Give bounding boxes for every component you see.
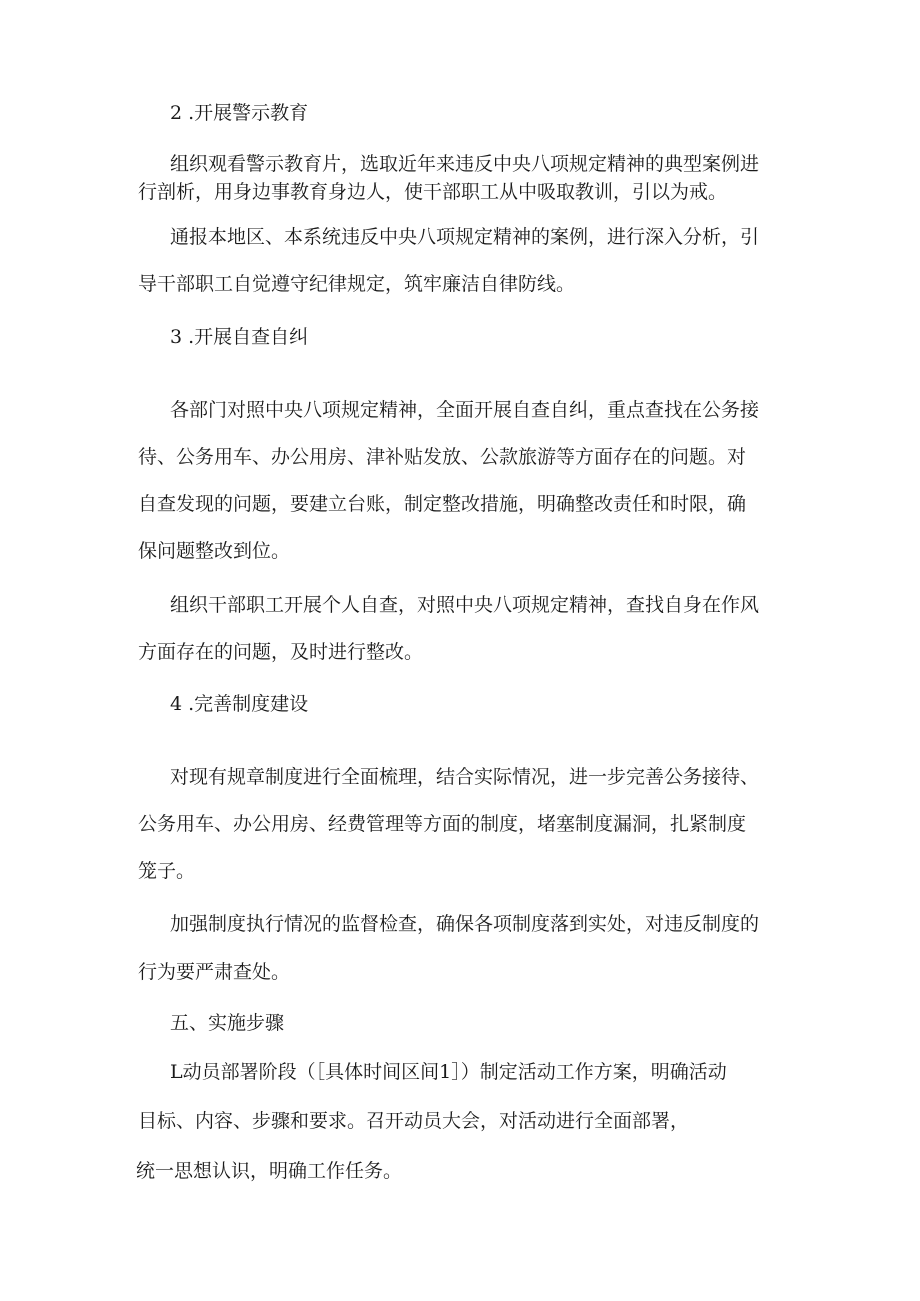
paragraph-line: 导干部职工自觉遵守纪律规定，筑牢廉洁自律防线。 (138, 273, 576, 295)
paragraph-line: 对现有规章制度进行全面梳理，结合实际情况，进一步完善公务接待、 (170, 766, 760, 788)
paragraph-line: 各部门对照中央八项规定精神，全面开展自查自纠，重点查找在公务接 (170, 399, 760, 421)
section-heading: 3 .开展自查自纠 (170, 326, 309, 348)
section-heading: 2 .开展警示教育 (170, 102, 309, 124)
paragraph-line: 待、公务用车、办公用房、津补贴发放、公款旅游等方面存在的问题。对 (138, 446, 747, 468)
paragraph-line: 方面存在的问题，及时进行整改。 (138, 641, 424, 663)
paragraph-line: 目标、内容、步骤和要求。召开动员大会，对活动进行全面部署， (138, 1110, 690, 1132)
paragraph-line: 保问题整改到位。 (138, 540, 291, 562)
paragraph-line: 自查发现的问题，要建立台账，制定整改措施，明确整改责任和时限，确 (138, 493, 747, 515)
paragraph-line: 统一思想认识，明确工作任务。 (136, 1160, 403, 1182)
paragraph-line: L动员部署阶段（［具体时间区间1］）制定活动工作方案，明确活动 (170, 1061, 727, 1083)
paragraph-line: 行为要严肃查处。 (138, 961, 291, 983)
paragraph-line: 组织观看警示教育片，选取近年来违反中央八项规定精神的典型案例进 (170, 153, 760, 175)
paragraph-line: 加强制度执行情况的监督检查，确保各项制度落到实处，对违反制度的 (170, 913, 760, 935)
paragraph-line: 笼子。 (138, 860, 196, 882)
section-heading: 五、实施步骤 (170, 1012, 285, 1034)
section-heading: 4 .完善制度建设 (170, 693, 309, 715)
paragraph-line: 公务用车、办公用房、经费管理等方面的制度，堵塞制度漏洞，扎紧制度 (138, 813, 747, 835)
paragraph-line: 行剖析，用身边事教育身边人，使干部职工从中吸取教训，引以为戒。 (138, 181, 728, 203)
paragraph-line: 通报本地区、本系统违反中央八项规定精神的案例，进行深入分析，引 (170, 226, 760, 248)
paragraph-line: 组织干部职工开展个人自查，对照中央八项规定精神，查找自身在作风 (170, 594, 760, 616)
